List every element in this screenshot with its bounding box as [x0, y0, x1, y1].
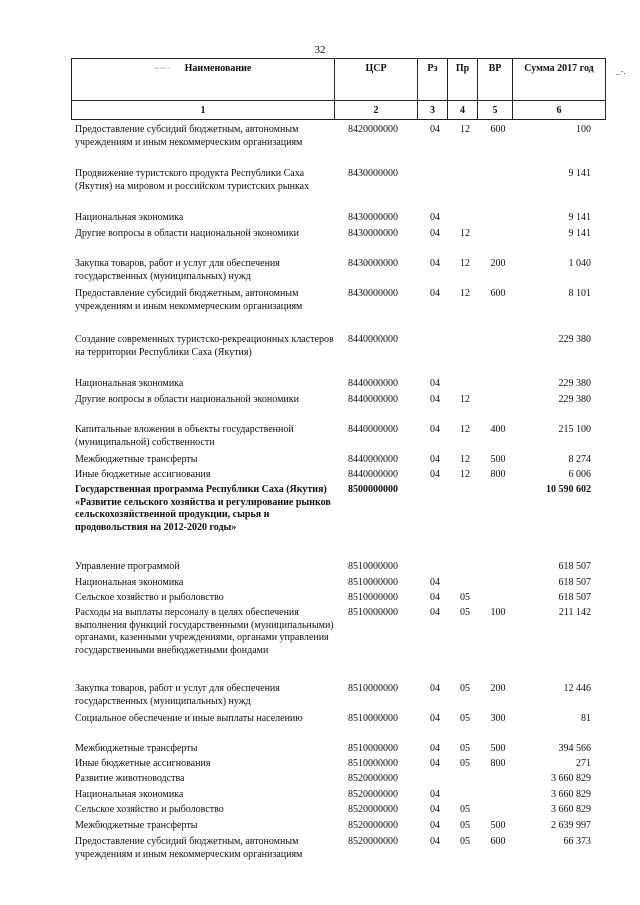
column-header-name: ~·~ · Наименование	[72, 59, 335, 101]
row-pr: 05	[460, 743, 470, 754]
row-vr: 600	[490, 836, 506, 847]
row-name: Сельское хозяйство и рыболовство	[75, 592, 224, 603]
row-csr: 8430000000	[348, 212, 398, 223]
row-pr: 12	[460, 288, 470, 299]
row-sum: 9 141	[568, 228, 591, 239]
row-name: Государственная программа Республики Саха (Якутия) «Развитие сельского хозяйства и регулирование рынков сельскохозяйственной продукции, сырья и продовольствия на 2012-2020 годы»	[75, 484, 331, 533]
row-vr: 200	[490, 683, 506, 694]
row-pr: 05	[460, 592, 470, 603]
row-sum: 66 373	[563, 836, 591, 847]
row-pr: 05	[460, 713, 470, 724]
row-sum: 1 040	[568, 258, 591, 269]
row-vr: 500	[490, 820, 506, 831]
row-csr: 8520000000	[348, 836, 398, 847]
row-pr: 05	[460, 820, 470, 831]
row-sum: 618 507	[558, 592, 591, 603]
row-csr: 8440000000	[348, 334, 398, 345]
row-rz: 04	[430, 378, 440, 389]
row-vr: 100	[490, 607, 506, 618]
row-name: Другие вопросы в области национальной экономики	[75, 394, 299, 405]
row-sum: 100	[576, 124, 591, 135]
row-rz: 04	[430, 836, 440, 847]
row-rz: 04	[430, 258, 440, 269]
row-rz: 04	[430, 469, 440, 480]
row-csr: 8510000000	[348, 758, 398, 769]
row-csr: 8520000000	[348, 804, 398, 815]
row-sum: 618 507	[558, 561, 591, 572]
row-pr: 05	[460, 804, 470, 815]
column-header-csr: ЦСР	[335, 59, 418, 101]
row-name: Межбюджетные трансферты	[75, 454, 198, 465]
row-csr: 8520000000	[348, 789, 398, 800]
row-name: Управление программой	[75, 561, 180, 572]
row-csr: 8510000000	[348, 713, 398, 724]
row-sum: 215 100	[558, 424, 591, 435]
row-pr: 12	[460, 228, 470, 239]
row-csr: 8510000000	[348, 561, 398, 572]
row-csr: 8510000000	[348, 683, 398, 694]
row-csr: 8440000000	[348, 424, 398, 435]
row-rz: 04	[430, 820, 440, 831]
row-name: Предоставление субсидий бюджетным, автономным учреждениям и иным некоммерческим организациям	[75, 288, 303, 312]
row-vr: 400	[490, 424, 506, 435]
row-rz: 04	[430, 743, 440, 754]
row-sum: 6 006	[568, 469, 591, 480]
row-sum: 229 380	[558, 334, 591, 345]
row-sum: 618 507	[558, 577, 591, 588]
row-vr: 800	[490, 758, 506, 769]
row-rz: 04	[430, 683, 440, 694]
row-csr: 8510000000	[348, 592, 398, 603]
row-name: Иные бюджетные ассигнования	[75, 758, 211, 769]
row-rz: 04	[430, 124, 440, 135]
row-csr: 8520000000	[348, 773, 398, 784]
row-sum: 12 446	[563, 683, 591, 694]
row-sum: 8 274	[568, 454, 591, 465]
row-vr: 600	[490, 288, 506, 299]
column-number: 5	[478, 101, 513, 120]
row-pr: 12	[460, 124, 470, 135]
row-csr: 8500000000	[348, 484, 398, 495]
row-csr: 8510000000	[348, 743, 398, 754]
row-rz: 04	[430, 424, 440, 435]
row-rz: 04	[430, 789, 440, 800]
row-name: Закупка товаров, работ и услуг для обеспечения государственных (муниципальных) нужд	[75, 258, 280, 282]
column-header-sum: Сумма 2017 год	[513, 59, 606, 101]
row-name: Национальная экономика	[75, 577, 184, 588]
row-csr: 8440000000	[348, 454, 398, 465]
margin-mark: _-.	[616, 66, 626, 76]
row-rz: 04	[430, 454, 440, 465]
row-csr: 8510000000	[348, 577, 398, 588]
row-name: Национальная экономика	[75, 789, 184, 800]
row-sum: 229 380	[558, 378, 591, 389]
row-pr: 05	[460, 836, 470, 847]
row-vr: 200	[490, 258, 506, 269]
row-name: Капитальные вложения в объекты государственной (муниципальной) собственности	[75, 424, 294, 448]
column-header-pr: Пр	[448, 59, 478, 101]
row-sum: 271	[576, 758, 591, 769]
row-sum: 10 590 602	[546, 484, 591, 495]
row-csr: 8440000000	[348, 378, 398, 389]
row-pr: 12	[460, 424, 470, 435]
row-rz: 04	[430, 288, 440, 299]
row-name: Другие вопросы в области национальной экономики	[75, 228, 299, 239]
column-number: 1	[72, 101, 335, 120]
row-rz: 04	[430, 804, 440, 815]
row-name: Межбюджетные трансферты	[75, 820, 198, 831]
row-pr: 12	[460, 394, 470, 405]
column-number: 4	[448, 101, 478, 120]
row-sum: 229 380	[558, 394, 591, 405]
row-name: Социальное обеспечение и иные выплаты населению	[75, 713, 303, 724]
row-sum: 394 566	[558, 743, 591, 754]
row-csr: 8520000000	[348, 820, 398, 831]
row-name: Продвижение туристского продукта Республики Саха (Якутия) на мировом и российском туристских рынках	[75, 168, 310, 192]
row-name: Предоставление субсидий бюджетным, автономным учреждениям и иным некоммерческим организациям	[75, 124, 303, 148]
row-pr: 12	[460, 454, 470, 465]
row-pr: 05	[460, 607, 470, 618]
row-name: Сельское хозяйство и рыболовство	[75, 804, 224, 815]
row-pr: 12	[460, 258, 470, 269]
row-sum: 2 639 997	[551, 820, 591, 831]
row-csr: 8430000000	[348, 288, 398, 299]
pen-mark: ~·~ ·	[154, 64, 171, 73]
row-sum: 211 142	[558, 607, 591, 618]
row-name: Национальная экономика	[75, 378, 184, 389]
row-rz: 04	[430, 607, 440, 618]
row-csr: 8430000000	[348, 228, 398, 239]
row-rz: 04	[430, 228, 440, 239]
row-vr: 500	[490, 454, 506, 465]
row-csr: 8440000000	[348, 394, 398, 405]
row-rz: 04	[430, 758, 440, 769]
row-name: Национальная экономика	[75, 212, 184, 223]
row-sum: 3 660 829	[551, 804, 591, 815]
row-sum: 8 101	[568, 288, 591, 299]
row-vr: 600	[490, 124, 506, 135]
row-sum: 9 141	[568, 168, 591, 179]
row-sum: 9 141	[568, 212, 591, 223]
row-name: Расходы на выплаты персоналу в целях обеспечения выполнения функций государственными (муниципальными) органами, казенными учреждениями, органами управления государственными внебюджетными фондами	[75, 607, 334, 656]
row-vr: 300	[490, 713, 506, 724]
row-name: Закупка товаров, работ и услуг для обеспечения государственных (муниципальных) нужд	[75, 683, 280, 707]
column-number: 3	[418, 101, 448, 120]
row-name: Развитие животноводства	[75, 773, 185, 784]
row-rz: 04	[430, 212, 440, 223]
row-rz: 04	[430, 394, 440, 405]
row-csr: 8430000000	[348, 258, 398, 269]
row-rz: 04	[430, 577, 440, 588]
column-number: 2	[335, 101, 418, 120]
row-csr: 8440000000	[348, 469, 398, 480]
row-csr: 8510000000	[348, 607, 398, 618]
column-header-rz: Рз	[418, 59, 448, 101]
row-vr: 800	[490, 469, 506, 480]
row-pr: 05	[460, 758, 470, 769]
row-name: Межбюджетные трансферты	[75, 743, 198, 754]
row-csr: 8430000000	[348, 168, 398, 179]
row-rz: 04	[430, 713, 440, 724]
row-sum: 3 660 829	[551, 789, 591, 800]
row-pr: 05	[460, 683, 470, 694]
column-header-vr: ВР	[478, 59, 513, 101]
row-name: Создание современных туристско-рекреационных кластеров на территории Республики Саха (Якутия)	[75, 334, 334, 358]
row-name: Иные бюджетные ассигнования	[75, 469, 211, 480]
page-number: 32	[314, 44, 326, 56]
row-sum: 81	[581, 713, 591, 724]
row-name: Предоставление субсидий бюджетным, автономным учреждениям и иным некоммерческим организациям	[75, 836, 303, 860]
row-pr: 12	[460, 469, 470, 480]
row-csr: 8420000000	[348, 124, 398, 135]
row-rz: 04	[430, 592, 440, 603]
column-number: 6	[513, 101, 606, 120]
row-sum: 3 660 829	[551, 773, 591, 784]
row-vr: 500	[490, 743, 506, 754]
